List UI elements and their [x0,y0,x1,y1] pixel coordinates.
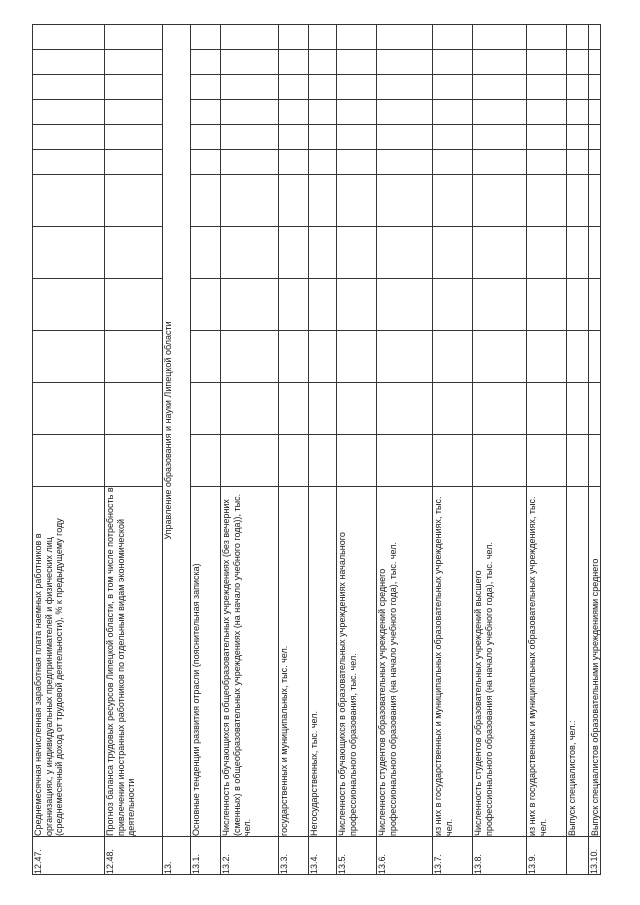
row-number: 13.4. [309,837,337,875]
value-cell [309,227,337,279]
value-cell [567,25,589,50]
value-cell [473,75,527,100]
row-label: Численность обучающихся в образовательных учреждениях начального профессионального образования, тыс. чел. [337,487,377,837]
value-cell [33,279,105,331]
row-label: Прогноз баланса трудовых ресурсов Липецкой области, в том числе потребность в привлечении иностранных работников по отдельным видам экономической деятельности [105,487,163,837]
value-cell [567,125,589,150]
value-cell [191,50,221,75]
row-number: 13.6. [377,837,433,875]
value-cell [377,435,433,487]
value-cell [527,75,567,100]
value-cell [527,435,567,487]
value-cell [279,75,309,100]
row-label: Среднемесячная начисленная заработная плата наемных работников в организациях, у индивидуальных предпринимателей и физических лиц (среднемесячный доход от трудовой деятельности), % к предыдущему году [33,487,105,837]
row-number: 13.10. [589,837,601,875]
value-cell [221,227,279,279]
value-cell [309,100,337,125]
row-number: 13.1. [191,837,221,875]
value-cell [589,25,601,50]
value-cell [279,100,309,125]
row-label: Негосударственных, тыс. чел. [309,487,337,837]
value-cell [221,279,279,331]
value-cell [527,227,567,279]
value-cell [33,50,105,75]
value-cell [589,150,601,175]
value-cell [377,100,433,125]
value-cell [433,331,473,383]
row-number: 13.2. [221,837,279,875]
value-cell [191,175,221,227]
value-cell [567,227,589,279]
row-number: 12.47. [33,837,105,875]
value-cell [589,125,601,150]
value-cell [191,227,221,279]
value-cell [337,331,377,383]
value-cell [527,331,567,383]
value-cell [473,50,527,75]
value-cell [191,150,221,175]
value-cell [105,50,163,75]
value-cell [337,25,377,50]
value-cell [33,25,105,50]
row-number: 12.48. [105,837,163,875]
value-cell [433,25,473,50]
section-title: Управление образования и науки Липецкой области [163,25,191,837]
value-cell [337,435,377,487]
value-cell [105,279,163,331]
value-cell [337,50,377,75]
row-label: Выпуск специалистов, чел.: [567,487,589,837]
row-number: 13.3. [279,837,309,875]
value-cell [33,75,105,100]
table-row [191,25,221,875]
value-cell [377,279,433,331]
value-cell [33,100,105,125]
row-label: Основные тенденции развития отрасли (пояснительная записка) [191,487,221,837]
value-cell [433,227,473,279]
value-cell [279,331,309,383]
table-row [473,25,527,875]
value-cell [309,331,337,383]
value-cell [433,125,473,150]
value-cell [589,279,601,331]
value-cell [221,383,279,435]
value-cell [527,383,567,435]
value-cell [567,100,589,125]
table-row [527,25,567,875]
value-cell [337,150,377,175]
value-cell [589,75,601,100]
value-cell [527,25,567,50]
table-row [33,25,105,875]
value-cell [589,100,601,125]
value-cell [279,227,309,279]
value-cell [221,75,279,100]
value-cell [527,50,567,75]
value-cell [473,100,527,125]
value-cell [473,125,527,150]
table-row [105,25,163,875]
value-cell [33,125,105,150]
value-cell [589,435,601,487]
value-cell [473,331,527,383]
value-cell [105,227,163,279]
value-cell [309,175,337,227]
value-cell [567,50,589,75]
value-cell [191,383,221,435]
value-cell [105,125,163,150]
value-cell [567,150,589,175]
value-cell [221,331,279,383]
value-cell [309,279,337,331]
value-cell [433,150,473,175]
value-cell [473,383,527,435]
value-cell [33,227,105,279]
value-cell [473,227,527,279]
value-cell [33,175,105,227]
value-cell [473,175,527,227]
value-cell [105,435,163,487]
value-cell [377,150,433,175]
row-number [567,837,589,875]
value-cell [567,331,589,383]
value-cell [33,331,105,383]
value-cell [221,150,279,175]
value-cell [337,100,377,125]
value-cell [279,150,309,175]
value-cell [279,125,309,150]
row-label: Выпуск специалистов образовательными учреждениями среднего [589,487,601,837]
value-cell [433,75,473,100]
value-cell [433,50,473,75]
value-cell [377,75,433,100]
value-cell [309,25,337,50]
row-label: из них в государственных и муниципальных образовательных учреждениях, тыс. чел. [527,487,567,837]
value-cell [309,150,337,175]
row-number: 13.9. [527,837,567,875]
value-cell [527,100,567,125]
value-cell [279,279,309,331]
value-cell [191,100,221,125]
row-label: Численность студентов образовательных учреждений среднего профессионального образования (на начало учебного года), тыс. чел. [377,487,433,837]
value-cell [377,383,433,435]
table-row [377,25,433,875]
value-cell [473,435,527,487]
table-row [337,25,377,875]
value-cell [105,175,163,227]
value-cell [279,175,309,227]
value-cell [105,331,163,383]
value-cell [279,435,309,487]
value-cell [527,125,567,150]
value-cell [433,435,473,487]
value-cell [33,383,105,435]
value-cell [433,279,473,331]
indicator-table [32,24,601,875]
value-cell [337,383,377,435]
value-cell [105,383,163,435]
value-cell [567,75,589,100]
value-cell [279,25,309,50]
value-cell [309,125,337,150]
value-cell [221,50,279,75]
value-cell [527,150,567,175]
value-cell [221,25,279,50]
table-row [433,25,473,875]
value-cell [337,75,377,100]
value-cell [191,25,221,50]
value-cell [105,25,163,50]
value-cell [221,435,279,487]
value-cell [337,125,377,150]
value-cell [337,175,377,227]
value-cell [473,25,527,50]
row-number: 13.7. [433,837,473,875]
value-cell [473,150,527,175]
value-cell [105,75,163,100]
value-cell [567,175,589,227]
value-cell [279,50,309,75]
value-cell [33,150,105,175]
value-cell [589,331,601,383]
value-cell [377,227,433,279]
value-cell [567,279,589,331]
value-cell [377,25,433,50]
value-cell [221,175,279,227]
value-cell [377,331,433,383]
value-cell [309,50,337,75]
value-cell [191,435,221,487]
value-cell [589,50,601,75]
row-label: Численность обучающихся в общеобразовательных учреждениях (без вечерних (сменных) в общеобразовательных учреждениях (на начало учебного года)), тыс. чел. [221,487,279,837]
section-row [163,25,191,875]
value-cell [191,331,221,383]
row-number: 13.5. [337,837,377,875]
row-number: 13.8. [473,837,527,875]
value-cell [433,383,473,435]
value-cell [191,75,221,100]
row-label: Численность студентов образовательных учреждений высшего профессионального образования (на начало учебного года), тыс. чел. [473,487,527,837]
value-cell [433,100,473,125]
value-cell [527,175,567,227]
value-cell [105,150,163,175]
value-cell [337,227,377,279]
row-label: из них в государственных и муниципальных образовательных учреждениях, тыс. чел. [433,487,473,837]
table-row [309,25,337,875]
value-cell [589,383,601,435]
value-cell [309,75,337,100]
value-cell [527,279,567,331]
value-cell [589,227,601,279]
value-cell [191,125,221,150]
value-cell [309,435,337,487]
value-cell [221,100,279,125]
value-cell [473,279,527,331]
table-row [221,25,279,875]
value-cell [309,383,337,435]
table-row [589,25,601,875]
value-cell [105,100,163,125]
value-cell [589,175,601,227]
rotated-table-wrapper [32,25,600,875]
section-number: 13. [163,837,191,875]
value-cell [377,175,433,227]
value-cell [337,279,377,331]
value-cell [279,383,309,435]
value-cell [377,125,433,150]
value-cell [567,383,589,435]
value-cell [433,175,473,227]
value-cell [33,435,105,487]
table-row [279,25,309,875]
value-cell [567,435,589,487]
value-cell [221,125,279,150]
value-cell [191,279,221,331]
table-row [567,25,589,875]
value-cell [377,50,433,75]
row-label: государственных и муниципальных, тыс. чел. [279,487,309,837]
